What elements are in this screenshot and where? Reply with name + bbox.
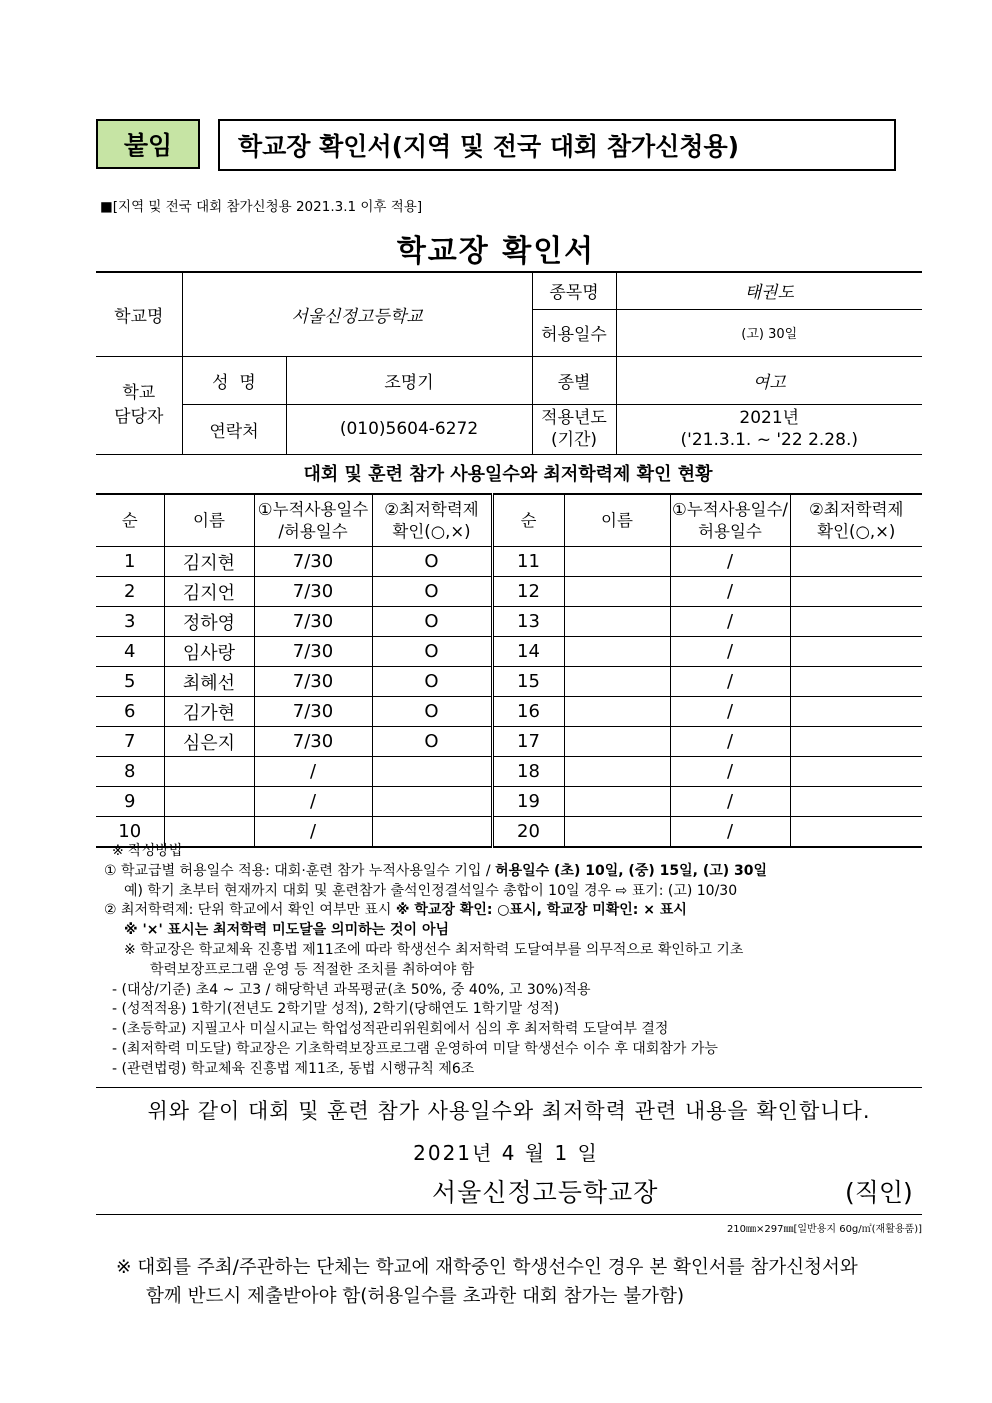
row-name-right — [564, 727, 670, 757]
row-name: 김지언 — [164, 577, 254, 607]
row-no-right: 14 — [492, 637, 564, 667]
row-name: 김지현 — [164, 547, 254, 577]
year-label-line2: (기간) — [550, 430, 598, 450]
row-no: 8 — [96, 757, 164, 787]
row-days-right: / — [670, 757, 790, 787]
row-no: 7 — [96, 727, 164, 757]
col-header-min-line2: 확인(○,×) — [392, 521, 471, 541]
instruction-note-2: ※ 학교장은 학교체육 진흥법 제11조에 따라 학생선수 최저학력 도달여부를 의무적으로 확인하고 기초 — [124, 941, 744, 958]
row-min: O — [372, 607, 492, 637]
row-min-right — [790, 727, 922, 757]
contact-value: (010)5604-6272 — [286, 404, 532, 454]
col-header-days — [254, 494, 372, 547]
row-days-right: / — [670, 667, 790, 697]
row-min-right — [790, 577, 922, 607]
instruction-1-bold: 허용일수 (초) 10일, (중) 15일, (고) 30일 — [495, 862, 768, 879]
row-no-right: 15 — [492, 667, 564, 697]
row-min-right — [790, 667, 922, 697]
col-header-days-right — [670, 494, 790, 547]
instruction-2-bold: ※ 학교장 확인: ○표시, 학교장 미확인: × 표시 — [395, 902, 687, 919]
instruction-2 — [104, 901, 924, 921]
row-days: / — [254, 787, 372, 817]
row-min-right — [790, 757, 922, 787]
row-name — [164, 787, 254, 817]
gender-value: 여고 — [616, 356, 922, 404]
instruction-item: - (대상/기준) 초4 ~ 고3 / 해당학년 과목평균(초 50%, 중 40%, 고 30%)적용 — [112, 981, 591, 998]
row-no: 10 — [96, 817, 164, 848]
row-min: O — [372, 547, 492, 577]
row-name: 심은지 — [164, 727, 254, 757]
instruction-item: - (초등학교) 지필고사 미실시교는 학업성적관리위원회에서 심의 후 최저학력 도달여부 결정 — [112, 1021, 669, 1038]
manager-label-line1: 학교 — [122, 383, 156, 403]
usage-table — [96, 493, 922, 848]
row-days-right: / — [670, 607, 790, 637]
school-value: 서울신정고등학교 — [182, 272, 532, 356]
col-header-days-right-line1: ①누적사용일수/ — [672, 499, 788, 519]
applicability-note: ■[지역 및 전국 대회 참가신청용 2021.3.1 이후 적용] — [100, 199, 423, 215]
row-days-right: / — [670, 697, 790, 727]
confirmation-statement: 위와 같이 대회 및 훈련 참가 사용일수와 최저학력 관련 내용을 확인합니다. — [147, 1099, 871, 1123]
table-row — [96, 727, 922, 757]
row-name-right — [564, 547, 670, 577]
row-min-right — [790, 607, 922, 637]
manager-label-line2: 담당자 — [114, 407, 164, 427]
row-name — [164, 757, 254, 787]
table-row — [96, 757, 922, 787]
instruction-1-text: ① 학교급별 허용일수 적용: 대회·훈련 참가 누적사용일수 기입 / — [104, 862, 496, 879]
row-min — [372, 757, 492, 787]
row-name: 정하영 — [164, 607, 254, 637]
row-days: 7/30 — [254, 577, 372, 607]
instruction-item: - (관련법령) 학교체육 진흥법 제11조, 동법 시행규칙 제6조 — [112, 1060, 475, 1077]
issue-date: 2021년 4 월 1 일 — [413, 1141, 599, 1165]
table-row — [96, 607, 922, 637]
row-min: O — [372, 727, 492, 757]
gender-label: 종별 — [532, 356, 616, 404]
col-header-days-line1: ①누적사용일수 — [257, 499, 369, 519]
row-min: O — [372, 637, 492, 667]
instruction-example: 예) 학기 초부터 현재까지 대회 및 훈련참가 출석인정결석일수 총합이 10일 경우 ⇨ 표기: (고) 10/30 — [124, 882, 738, 899]
document-heading: 학교장 확인서(지역 및 전국 대회 참가신청용) — [218, 119, 896, 171]
col-header-min-line1: ②최저학력제 — [384, 499, 479, 519]
row-no: 5 — [96, 667, 164, 697]
row-no: 1 — [96, 547, 164, 577]
table-header-row — [96, 494, 922, 547]
table-row — [96, 577, 922, 607]
manager-label — [96, 356, 182, 454]
row-days: 7/30 — [254, 727, 372, 757]
divider — [96, 1214, 922, 1215]
row-days: / — [254, 757, 372, 787]
divider — [96, 1087, 922, 1088]
row-name-right — [564, 667, 670, 697]
school-info-table — [96, 271, 922, 455]
col-header-min-right-line2: 확인(○,×) — [817, 521, 896, 541]
row-name-right — [564, 607, 670, 637]
official-seal: (직인) — [845, 1178, 913, 1207]
col-header-min-right — [790, 494, 922, 547]
row-no: 9 — [96, 787, 164, 817]
col-header-no-right: 순 — [492, 494, 564, 547]
col-header-min — [372, 494, 492, 547]
row-no: 3 — [96, 607, 164, 637]
row-min: O — [372, 667, 492, 697]
table-row — [96, 667, 922, 697]
name-value: 조명기 — [286, 356, 532, 404]
row-days-right: / — [670, 547, 790, 577]
row-days: 7/30 — [254, 607, 372, 637]
year-value-line1: 2021년 — [739, 408, 800, 428]
col-header-min-right-line1: ②최저학력제 — [809, 499, 904, 519]
event-label: 종목명 — [532, 272, 616, 309]
row-days: 7/30 — [254, 637, 372, 667]
event-value: 태권도 — [616, 272, 922, 309]
table-row — [96, 637, 922, 667]
instruction-1 — [104, 862, 924, 882]
instruction-item: - (성적적용) 1학기(전년도 2학기말 성적), 2학기(당해연도 1학기말 성적) — [112, 1001, 560, 1018]
footnote — [116, 1253, 916, 1311]
col-header-days-right-line2: 허용일수 — [698, 521, 762, 541]
row-no-right: 16 — [492, 697, 564, 727]
row-min-right — [790, 637, 922, 667]
row-no-right: 13 — [492, 607, 564, 637]
row-name: 김가현 — [164, 697, 254, 727]
attachment-badge: 붙임 — [96, 119, 200, 169]
principal-name: 서울신정고등학교장 — [432, 1178, 659, 1207]
row-no-right: 17 — [492, 727, 564, 757]
row-no: 4 — [96, 637, 164, 667]
col-header-name-right: 이름 — [564, 494, 670, 547]
row-no-right: 20 — [492, 817, 564, 848]
row-days-right: / — [670, 787, 790, 817]
row-no: 2 — [96, 577, 164, 607]
table-row — [96, 787, 922, 817]
row-min-right — [790, 697, 922, 727]
row-name-right — [564, 757, 670, 787]
instruction-note-2-cont: 학력보장프로그램 운영 등 적절한 조치를 취하여야 함 — [150, 961, 475, 978]
row-no-right: 18 — [492, 757, 564, 787]
row-name: 최혜선 — [164, 667, 254, 697]
allowed-days-value: (고) 30일 — [616, 309, 922, 356]
row-days-right: / — [670, 727, 790, 757]
row-min: O — [372, 697, 492, 727]
row-name-right — [564, 787, 670, 817]
row-name-right — [564, 637, 670, 667]
name-label: 성 명 — [182, 356, 286, 404]
row-min — [372, 787, 492, 817]
instructions-title: ※ 작성방법 — [112, 843, 183, 859]
year-label — [532, 404, 616, 454]
row-min: O — [372, 577, 492, 607]
section-title: 대회 및 훈련 참가 사용일수와 최저학력제 확인 현황 — [303, 464, 713, 485]
footnote-line2: 함께 반드시 제출받아야 함(허용일수를 초과한 대회 참가는 불가함) — [146, 1286, 685, 1307]
row-no-right: 12 — [492, 577, 564, 607]
row-name-right — [564, 697, 670, 727]
col-header-days-line2: /허용일수 — [278, 521, 348, 541]
page-title: 학교장 확인서 — [396, 234, 596, 269]
col-header-no: 순 — [96, 494, 164, 547]
row-days: 7/30 — [254, 697, 372, 727]
row-no: 6 — [96, 697, 164, 727]
row-name: 임사랑 — [164, 637, 254, 667]
paper-spec: 210㎜×297㎜[일반용지 60g/㎡(재활용품)] — [726, 1224, 922, 1235]
row-min-right — [790, 547, 922, 577]
row-days-right: / — [670, 637, 790, 667]
school-label: 학교명 — [96, 272, 182, 356]
instruction-2-text: ② 최저학력제: 단위 학교에서 확인 여부만 표시 — [104, 902, 396, 919]
year-value-line2: ('21.3.1. ~ '22 2.28.) — [680, 430, 858, 450]
table-row — [96, 547, 922, 577]
year-label-line1: 적용년도 — [541, 408, 607, 428]
instructions — [104, 842, 924, 1080]
row-no-right: 19 — [492, 787, 564, 817]
row-days: 7/30 — [254, 547, 372, 577]
footnote-line1: ※ 대회를 주최/주관하는 단체는 학교에 재학중인 학생선수인 경우 본 확인서를 참가신청서와 — [116, 1257, 858, 1278]
col-header-name: 이름 — [164, 494, 254, 547]
allowed-days-label: 허용일수 — [532, 309, 616, 356]
row-no-right: 11 — [492, 547, 564, 577]
contact-label: 연락처 — [182, 404, 286, 454]
instruction-note-1: ※ '×' 표시는 최저학력 미도달을 의미하는 것이 아님 — [124, 922, 449, 939]
row-min-right — [790, 787, 922, 817]
table-row — [96, 697, 922, 727]
row-name-right — [564, 577, 670, 607]
row-days: / — [254, 817, 372, 848]
row-days: 7/30 — [254, 667, 372, 697]
instruction-item: - (최저학력 미도달) 학교장은 기초학력보장프로그램 운영하여 미달 학생선수 이수 후 대회참가 가능 — [112, 1040, 718, 1057]
year-value — [616, 404, 922, 454]
row-days-right: / — [670, 577, 790, 607]
row-days-right: / — [670, 817, 790, 848]
